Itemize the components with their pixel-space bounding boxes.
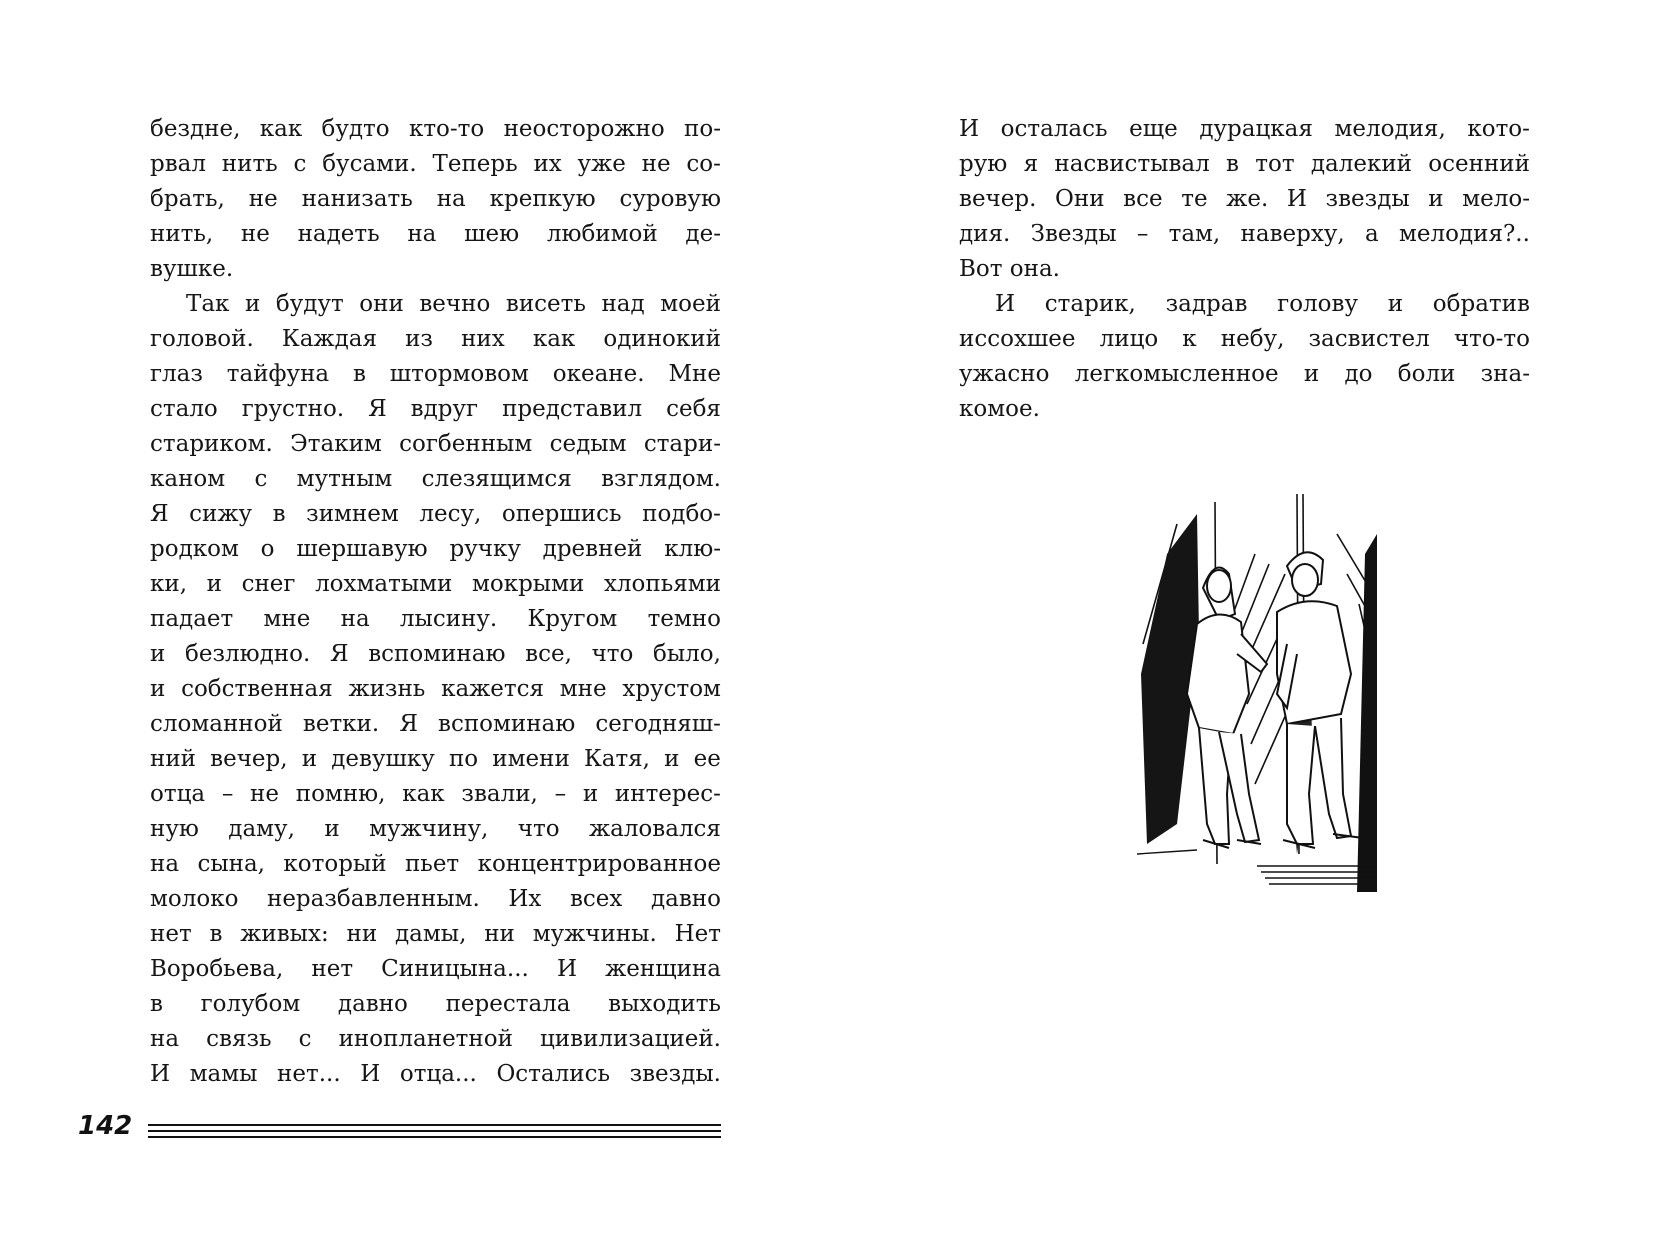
text-line: в голубом давно перестала выходить [150, 991, 721, 1017]
figure-boy [1277, 552, 1363, 848]
text-line: каном с мутным слезящимся взглядом. [150, 466, 721, 492]
paragraph [150, 287, 721, 1092]
page-number: 142 [78, 1111, 133, 1141]
text-line: ний вечер, и девушку по имени Катя, и ее [150, 746, 721, 772]
text-line: на связь с инопланетной цивилизацией. [150, 1026, 721, 1052]
text-line: И осталась еще дурацкая мелодия, кото- [959, 116, 1530, 142]
figure-girl [1187, 568, 1267, 848]
text-line: Воробьева, нет Синицына... И женщина [150, 956, 721, 982]
text-line: и безлюдно. Я вспоминаю все, что было, [150, 641, 721, 667]
text-line: дия. Звезды – там, наверху, а мелодия?.. [959, 221, 1530, 247]
left-text-column [150, 112, 721, 1092]
text-line: иссохшее лицо к небу, засвистел что-то [959, 326, 1530, 352]
text-line: ужасно легкомысленное и до боли зна- [959, 361, 1530, 387]
text-line: И старик, задрав голову и обратив [995, 291, 1530, 317]
text-line: бездне, как будто кто-то неосторожно по- [150, 116, 721, 142]
text-line: и собственная жизнь кажется мне хрустом [150, 676, 721, 702]
text-line: падает мне на лысину. Кругом темно [150, 606, 721, 632]
text-line: сломанной ветки. Я вспоминаю сегодняш- [150, 711, 721, 737]
text-line: ную даму, и мужчину, что жаловался [150, 816, 721, 842]
text-line: брать, не нанизать на крепкую суровую [150, 186, 721, 212]
text-line: молоко неразбавленным. Их всех давно [150, 886, 721, 912]
text-line: родком о шершавую ручку древней клю- [150, 536, 721, 562]
text-line: нить, не надеть на шею любимой де- [150, 221, 721, 247]
text-line: отца – не помню, как звали, – и интерес- [150, 781, 721, 807]
illustration-two-figures [1137, 494, 1377, 892]
text-line: комое. [959, 396, 1040, 422]
text-line: на сына, который пьет концентрированное [150, 851, 721, 877]
text-line: вечер. Они все те же. И звезды и мело- [959, 186, 1530, 212]
right-text-column [959, 112, 1530, 427]
paragraph [959, 112, 1530, 287]
text-line: И мамы нет... И отца... Остались звезды. [150, 1061, 721, 1087]
text-line: стариком. Этаким согбенным седым стари- [150, 431, 721, 457]
text-line: Я сижу в зимнем лесу, опершись подбо- [150, 501, 721, 527]
page-footer [0, 1108, 833, 1148]
text-line: головой. Каждая из них как одинокий [150, 326, 721, 352]
text-line: рую я насвистывал в тот далекий осенний [959, 151, 1530, 177]
text-line: нет в живых: ни дамы, ни мужчины. Нет [150, 921, 721, 947]
text-line: глаз тайфуна в штормовом океане. Мне [150, 361, 721, 387]
right-page [833, 0, 1666, 1241]
text-line: рвал нить с бусами. Теперь их уже не со- [150, 151, 721, 177]
text-line: стало грустно. Я вдруг представил себя [150, 396, 721, 422]
footer-rule [148, 1136, 721, 1138]
paragraph [959, 287, 1530, 427]
text-line: ки, и снег лохматыми мокрыми хлопьями [150, 571, 721, 597]
floor-hatching [1137, 850, 1377, 884]
footer-rule [148, 1130, 721, 1132]
text-line: Так и будут они вечно висеть над моей [186, 291, 721, 317]
text-line: вушке. [150, 256, 234, 282]
footer-rule [148, 1124, 721, 1126]
paragraph [150, 112, 721, 287]
text-line: Вот она. [959, 256, 1060, 282]
